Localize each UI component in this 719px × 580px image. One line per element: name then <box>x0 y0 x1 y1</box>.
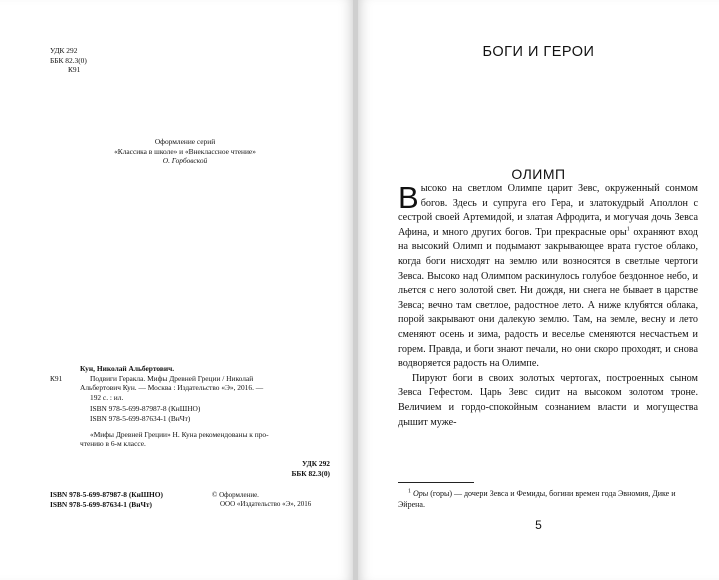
copyright-line-1: © Оформление. <box>212 491 259 499</box>
footnote <box>398 488 698 510</box>
designer-name: О. Горбовской <box>162 156 208 166</box>
footnote-separator <box>398 482 474 483</box>
bbk-code: ББК 82.3(0) <box>50 55 87 65</box>
series-design-credit <box>40 137 330 166</box>
author-mark: К91 <box>68 65 81 75</box>
paragraph-2: Пируют боги в своих золотых чертогах, построенных сыном Зевса Гефестом. Царь Зевс сидит на высоком золотом троне. Величием и гордо-спокойным сознанием власти и могущества дышит муже- <box>398 372 698 428</box>
classification-right <box>230 459 330 478</box>
footnote-text: (горы) — дочери Зевса и Фемиды, богини времен года Эвномия, Дике и Эйрена. <box>398 489 676 509</box>
author-mark-side: К91 <box>50 374 63 383</box>
paragraph-1-end: охраняют вход на высокий Олимп и подымают закрывающее врата густое облако, когда боги нисходят на землю или возносятся в светлые чертоги Зевса. Высоко над Олимпом раскинулось голубое бездонное небо, и льется с него золотой свет. Ни дождя, ни снега не бывает в царстве Зевса; вечно там светлое, радостное лето. А ниже клубятся облака, порой закрывают они далекую землю. Там, на земле, весну и лето сменяют осень и зима, радость и веселье сменяются несчастьем и горем. Правда, и боги знают печали, но они скоро проходят, и снова водворяется радость на Олимпе. <box>398 226 698 370</box>
isbn-bottom-block <box>50 490 163 509</box>
design-line-2: «Классика в школе» и «Внеклассное чтение» <box>114 146 256 156</box>
chapter-body <box>398 182 698 430</box>
isbn-line-2: ISBN 978-5-699-87634-1 (ВнЧт) <box>90 413 191 423</box>
isbn-bottom-1: ISBN 978-5-699-87987-8 (КнШНО) <box>50 490 163 499</box>
udk-right: УДК 292 <box>301 459 330 468</box>
biblio-line-3: 192 с. : ил. <box>90 392 124 402</box>
copyright-line-2: ООО «Издательство «Э», 2016 <box>220 500 312 508</box>
biblio-line-2: Альбертович Кун. — Москва : Издательство «Э», 2016. — <box>80 383 264 393</box>
chapter-title: ОЛИМП <box>511 166 566 182</box>
recommendation-line-1: «Мифы Древней Греции» Н. Куна рекомендованы к про- <box>90 429 269 439</box>
footnote-number: 1 <box>408 488 411 495</box>
paragraph-1 <box>398 182 698 372</box>
bibliographic-record <box>80 364 330 449</box>
author-heading: Кун, Николай Альбертович. <box>80 364 175 373</box>
isbn-line-1: ISBN 978-5-699-87987-8 (КнШНО) <box>90 404 201 414</box>
footnote-term: Оры <box>413 489 429 498</box>
classification-block <box>50 46 87 75</box>
footnote-reference[interactable]: 1 <box>626 226 630 233</box>
right-page <box>358 0 719 580</box>
paragraph-1-start: ысоко на светлом Олимпе царит Зевс, окруженный сонмом богов. Здесь и супруга его Гера, и златокудрый Аполлон с сестрой своей Артемидой, и златая Афродита, и могучая дочь Зевса Афина, и много других богов. Три прекрасные оры <box>398 183 698 238</box>
udk-code: УДК 292 <box>50 46 78 55</box>
recommendation-line-2: чтению в 6-м классе. <box>80 439 146 449</box>
page-number: 5 <box>535 518 542 532</box>
biblio-line-1: Подвиги Геракла. Мифы Древней Греции / Николай <box>90 373 254 383</box>
isbn-bottom-2: ISBN 978-5-699-87634-1 (ВнЧт) <box>50 499 152 509</box>
copyright-block <box>212 491 330 509</box>
design-line-1: Оформление серий <box>154 137 216 146</box>
left-page <box>0 0 353 580</box>
drop-cap: В <box>398 180 419 215</box>
bbk-right: ББК 82.3(0) <box>291 468 330 478</box>
book-title: БОГИ И ГЕРОИ <box>482 44 595 60</box>
